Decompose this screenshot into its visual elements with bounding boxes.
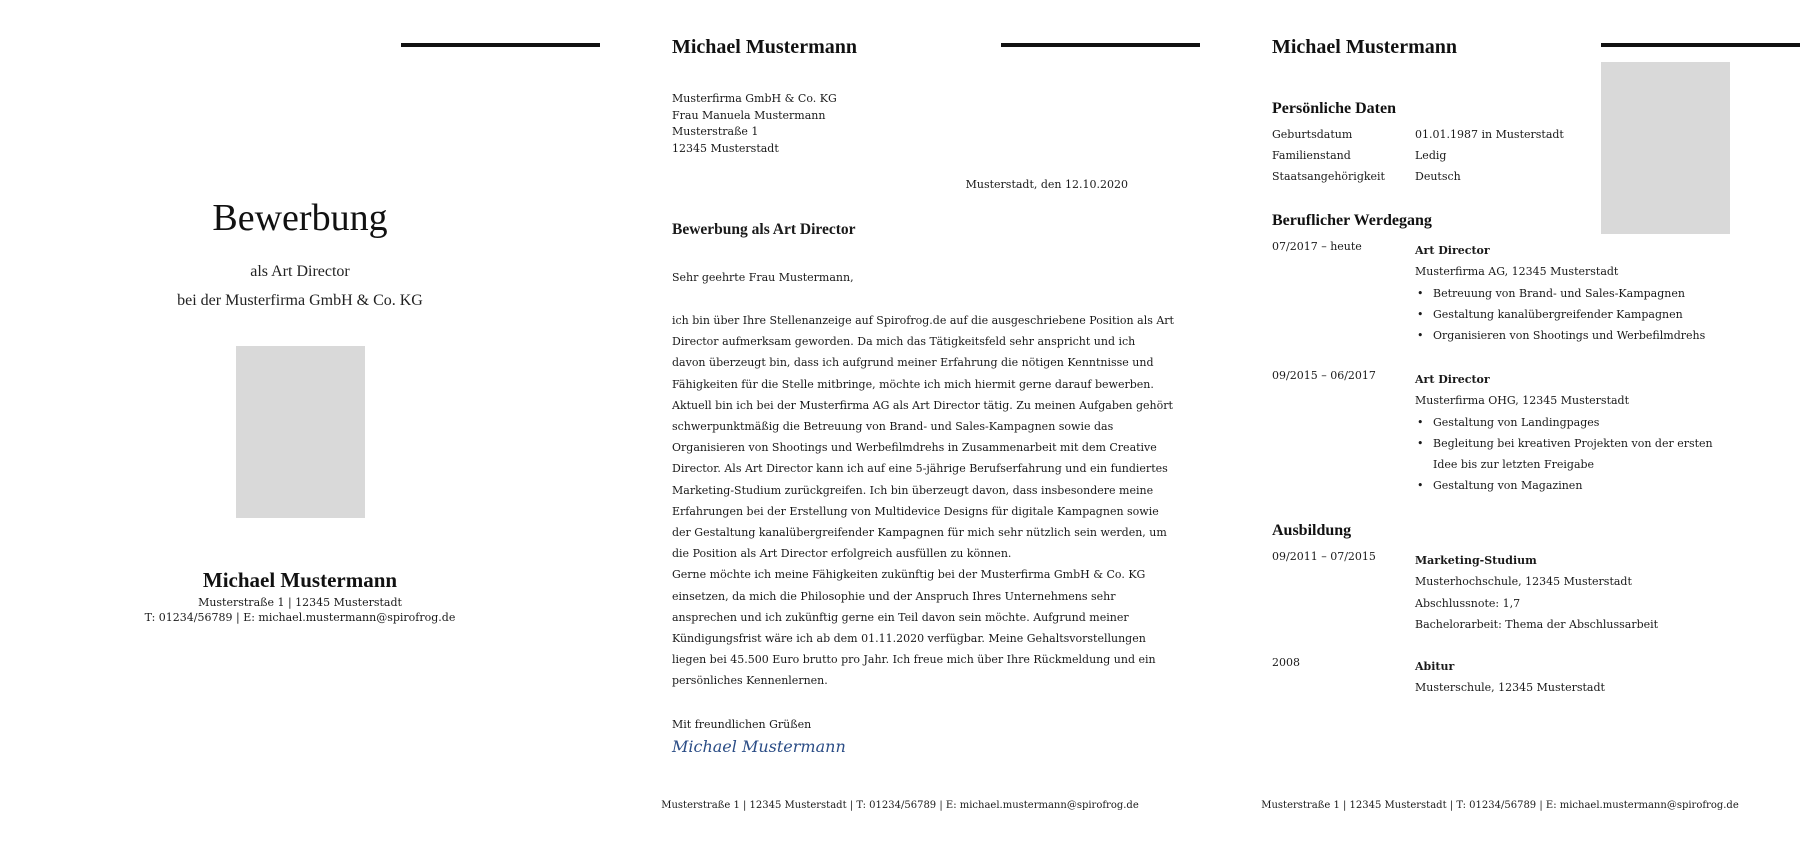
recipient-line: 12345 Musterstadt: [672, 141, 779, 155]
entry-line: Abschlussnote: 1,7: [1415, 596, 1521, 610]
bullet-item: • Begleitung bei kreativen Projekten von der ersten Idee bis zur letzten Freigabe: [1415, 433, 1735, 476]
personal-value: Deutsch: [1415, 170, 1461, 183]
recipient-line: Musterfirma GmbH & Co. KG: [672, 92, 837, 105]
bullet-item: • Organisieren von Shootings und Werbefilmdrehs: [1415, 325, 1735, 346]
letter-subject: Bewerbung als Art Director: [672, 221, 856, 238]
entry-org: Musterfirma AG, 12345 Musterstadt: [1415, 265, 1619, 279]
body-line: Gerne möchte ich meine Fähigkeiten zukünftig bei der Musterfirma GmbH & Co. KG: [672, 568, 1146, 582]
letter-header-name: Michael Mustermann: [672, 36, 857, 58]
bullet-item: • Betreuung von Brand- und Sales-Kampagnen: [1415, 283, 1735, 304]
personal-value: 01.01.1987 in Musterstadt: [1415, 128, 1564, 141]
body-line: der Gestaltung kanalübergreifender Kampagnen für mich sehr nützlich sein werden, um: [672, 526, 1167, 540]
personal-value: Ledig: [1415, 149, 1447, 162]
entry-content: [1415, 656, 1735, 699]
body-line: Organisieren von Shootings und Werbefilmdrehs in Zusammenarbeit mit dem Creative: [672, 441, 1157, 455]
body-line: ich bin über Ihre Stellenanzeige auf Spirofrog.de auf die ausgeschriebene Position als Art: [672, 314, 1174, 327]
header-accent-bar: [1001, 43, 1200, 47]
entry-role: Marketing-Studium: [1415, 554, 1537, 567]
body-line: davon überzeugt bin, dass ich aufgrund meiner Erfahrung die nötigen Kenntnisse und: [672, 356, 1154, 370]
personal-label: Geburtsdatum: [1272, 128, 1353, 141]
entry-period: 07/2017 – heute: [1272, 240, 1362, 253]
entry-role: Abitur: [1415, 660, 1455, 673]
header-accent-bar: [401, 43, 600, 47]
entry-period: 09/2011 – 07/2015: [1272, 550, 1376, 563]
body-line: Fähigkeiten für die Stelle mitbringe, möchte ich mich hiermit gerne darauf bewerben.: [672, 377, 1154, 391]
body-line: schwerpunktmäßig die Betreuung von Brand- und Sales-Kampagnen sowie das: [672, 420, 1114, 434]
letter-body: [672, 310, 1174, 692]
body-line: Erfahrungen bei der Erstellung von Multidevice Designs für digitale Kampagnen sowie: [672, 504, 1159, 518]
letter-page: [600, 0, 1200, 848]
cv-header-name: Michael Mustermann: [1272, 36, 1457, 58]
cv-page: [1200, 0, 1800, 848]
body-line: Director. Als Art Director kann ich auf eine 5-jährige Berufserfahrung und ein fundiertes: [672, 462, 1168, 476]
entry-role: Art Director: [1415, 244, 1490, 257]
entry-content: [1415, 369, 1735, 497]
entry-line: Bachelorarbeit: Thema der Abschlussarbeit: [1415, 617, 1659, 631]
personal-label: Familienstand: [1272, 149, 1351, 162]
cover-subtitle-company: bei der Musterfirma GmbH & Co. KG: [177, 292, 423, 309]
body-line: Kündigungsfrist wäre ich ab dem 01.11.2020 verfügbar. Meine Gehaltsvorstellungen: [672, 632, 1146, 646]
bullet-item: • Gestaltung kanalübergreifender Kampagnen: [1415, 304, 1735, 325]
header-accent-bar: [1601, 43, 1800, 47]
recipient-line: Frau Manuela Mustermann: [672, 108, 826, 122]
cover-contact: T: 01234/56789 | E: michael.mustermann@spirofrog.de: [144, 611, 456, 624]
section-heading-education: Ausbildung: [1272, 522, 1352, 539]
entry-bullets: [1415, 283, 1735, 347]
recipient-address: [672, 91, 837, 157]
personal-label: Staatsangehörigkeit: [1272, 170, 1385, 183]
entry-period: 09/2015 – 06/2017: [1272, 369, 1376, 382]
body-line: Director aufmerksam geworden. Da mich das Tätigkeitsfeld sehr anspricht und ich: [672, 335, 1136, 349]
body-line: liegen bei 45.500 Euro brutto pro Jahr. Ich freue mich über Ihre Rückmeldung und ein: [672, 653, 1156, 667]
cover-name: Michael Mustermann: [202, 568, 398, 592]
body-line: Marketing-Studium zurückgreifen. Ich bin überzeugt davon, dass insbesondere meine: [672, 483, 1154, 497]
entry-content: [1415, 550, 1735, 635]
cover-subtitle-position: als Art Director: [250, 263, 350, 280]
entry-content: [1415, 240, 1735, 346]
photo-placeholder: [236, 346, 365, 518]
photo-placeholder: [1601, 62, 1730, 234]
signature: Michael Mustermann: [672, 737, 846, 756]
cover-title: Bewerbung: [212, 197, 388, 239]
body-line: persönliches Kennenlernen.: [672, 674, 828, 688]
bullet-item: • Gestaltung von Landingpages: [1415, 412, 1735, 433]
entry-org: Musterfirma OHG, 12345 Musterstadt: [1415, 394, 1630, 408]
body-line: die Position als Art Director erfolgreich ausfüllen zu können.: [672, 547, 1012, 561]
body-line: ansprechen und ich zukünftig gerne ein Teil davon sein möchte. Aufgrund meiner: [672, 610, 1129, 624]
entry-bullets: [1415, 412, 1735, 497]
body-line: einsetzen, da mich die Philosophie und der Anspruch Ihres Unternehmens sehr: [672, 589, 1116, 603]
section-heading-career: Beruflicher Werdegang: [1272, 212, 1432, 229]
section-heading-personal: Persönliche Daten: [1272, 100, 1396, 117]
cv-footer: Musterstraße 1 | 12345 Musterstadt | T: 01234/56789 | E: michael.mustermann@spirofrog.de: [1261, 800, 1739, 811]
letter-footer: Musterstraße 1 | 12345 Musterstadt | T: 01234/56789 | E: michael.mustermann@spirofrog.de: [661, 800, 1139, 811]
entry-role: Art Director: [1415, 373, 1490, 386]
entry-line: Musterhochschule, 12345 Musterstadt: [1415, 575, 1632, 589]
letter-date: Musterstadt, den 12.10.2020: [965, 178, 1128, 191]
letter-salutation: Sehr geehrte Frau Mustermann,: [672, 271, 854, 284]
letter-closing: Mit freundlichen Grüßen: [672, 718, 812, 731]
bullet-item: • Gestaltung von Magazinen: [1415, 475, 1735, 496]
body-line: Aktuell bin ich bei der Musterfirma AG als Art Director tätig. Zu meinen Aufgaben gehört: [672, 398, 1173, 412]
entry-period: 2008: [1272, 656, 1300, 669]
cover-address: Musterstraße 1 | 12345 Musterstadt: [198, 596, 402, 609]
recipient-line: Musterstraße 1: [672, 125, 759, 138]
entry-line: Musterschule, 12345 Musterstadt: [1415, 681, 1605, 695]
cover-page: [0, 0, 600, 848]
